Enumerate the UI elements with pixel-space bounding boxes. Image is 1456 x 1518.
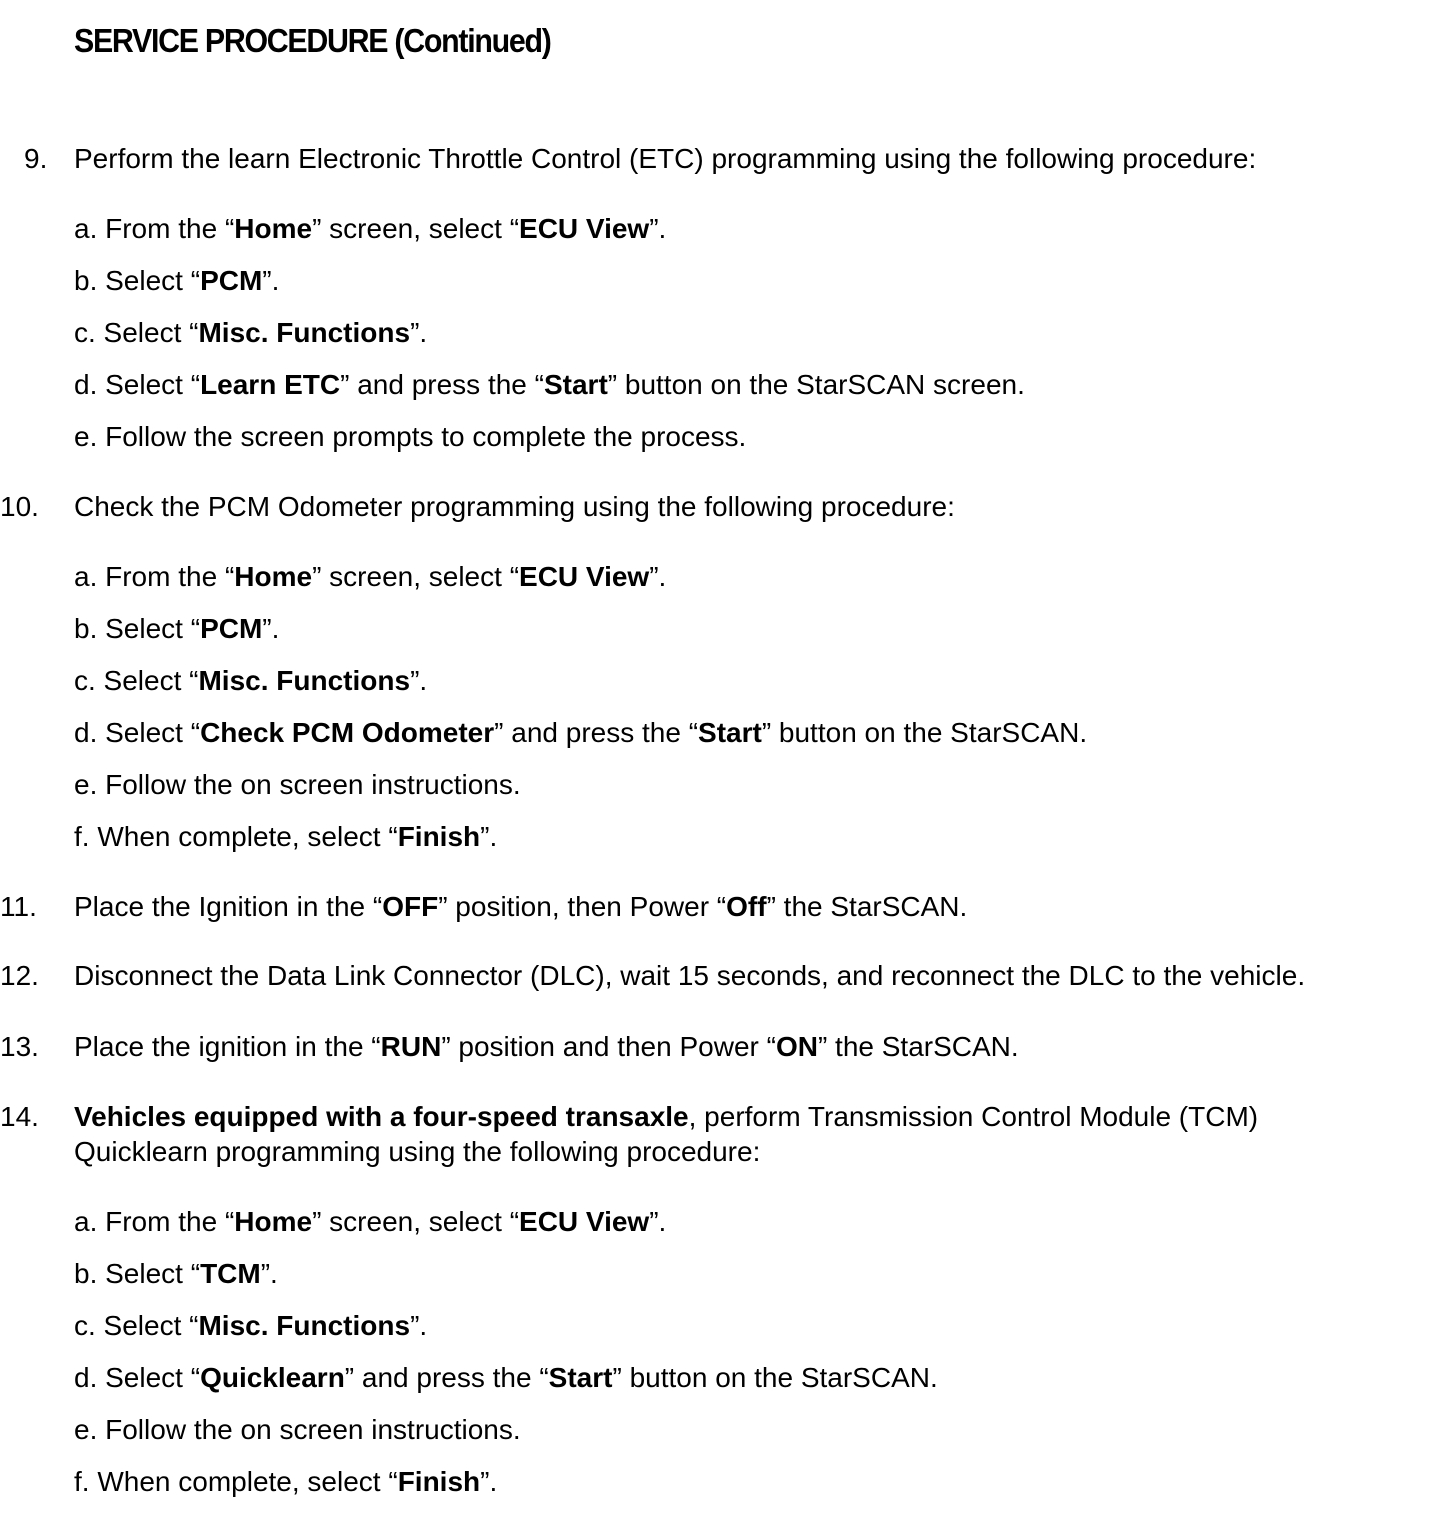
substep — [74, 212, 666, 246]
substep — [74, 1205, 666, 1239]
emphasized-term: Start — [548, 1362, 613, 1393]
text-segment: ”. — [649, 1206, 667, 1237]
text-segment: ”. — [262, 265, 280, 296]
emphasized-term: Start — [698, 717, 762, 748]
substep — [74, 1257, 278, 1291]
text-segment: c. Select “ — [74, 665, 199, 696]
step-text — [74, 1099, 1258, 1135]
text-segment: ” and press the “ — [340, 369, 544, 400]
text-segment: Disconnect the Data Link Connector (DLC), wait 15 seconds, and reconnect the DLC to the vehicle. — [74, 960, 1306, 991]
text-segment: ” screen, select “ — [312, 1206, 520, 1237]
text-segment: c. Select “ — [74, 1310, 199, 1341]
emphasized-term: Check PCM Odometer — [200, 717, 495, 748]
text-segment: Perform the learn Electronic Throttle Control (ETC) programming using the following procedure: — [74, 143, 1257, 174]
text-segment: , perform Transmission Control Module (TCM) — [688, 1101, 1259, 1132]
emphasized-term: PCM — [200, 613, 263, 644]
substep — [74, 1361, 938, 1395]
emphasized-term: Home — [234, 213, 313, 244]
text-segment: e. Follow the on screen instructions. — [74, 769, 521, 800]
text-segment: ” and press the “ — [494, 717, 699, 748]
text-segment: Place the ignition in the “ — [74, 1031, 381, 1062]
text-segment: b. Select “ — [74, 1258, 201, 1289]
step-text — [74, 489, 955, 525]
text-segment: d. Select “ — [74, 369, 201, 400]
text-segment: d. Select “ — [74, 1362, 201, 1393]
text-segment: ”. — [480, 1466, 498, 1497]
emphasized-term: Home — [234, 1206, 313, 1237]
emphasized-term: ON — [775, 1031, 818, 1062]
emphasized-term: Finish — [397, 821, 481, 852]
emphasized-term: Misc. Functions — [198, 1310, 411, 1341]
text-segment: ” the StarSCAN. — [817, 1031, 1019, 1062]
emphasized-term: Misc. Functions — [198, 665, 411, 696]
text-segment: ”. — [649, 561, 667, 592]
emphasized-term: Quicklearn — [200, 1362, 345, 1393]
substep — [74, 820, 497, 854]
emphasized-term: Start — [543, 369, 608, 400]
text-segment: ” button on the StarSCAN. — [612, 1362, 938, 1393]
emphasized-term: ECU View — [519, 561, 650, 592]
emphasized-term: Vehicles equipped with a four-speed transaxle — [74, 1101, 689, 1132]
text-segment: ”. — [480, 821, 498, 852]
substep — [74, 1465, 497, 1499]
text-segment: c. Select “ — [74, 317, 199, 348]
text-segment: ” and press the “ — [344, 1362, 549, 1393]
emphasized-term: OFF — [382, 891, 439, 922]
text-segment: ” position, then Power “ — [438, 891, 727, 922]
substep — [74, 368, 1025, 402]
emphasized-term: RUN — [380, 1031, 442, 1062]
step-text — [74, 1029, 1019, 1065]
step-text — [74, 958, 1305, 994]
text-segment: b. Select “ — [74, 613, 201, 644]
text-segment: ” button on the StarSCAN. — [761, 717, 1088, 748]
text-segment: ”. — [260, 1258, 278, 1289]
emphasized-term: Misc. Functions — [198, 317, 411, 348]
step-number: 12. — [0, 960, 39, 991]
text-segment: ” the StarSCAN. — [766, 891, 968, 922]
text-segment: a. From the “ — [74, 1206, 235, 1237]
text-segment: Place the Ignition in the “ — [74, 891, 383, 922]
page-heading: SERVICE PROCEDURE (Continued) — [74, 22, 551, 59]
emphasized-term: Finish — [397, 1466, 481, 1497]
step-text — [74, 141, 1256, 177]
substep — [74, 264, 279, 298]
text-segment: f. When complete, select “ — [74, 1466, 398, 1497]
step-number: 9. — [24, 143, 48, 174]
emphasized-term: Learn ETC — [200, 369, 341, 400]
text-segment: a. From the “ — [74, 561, 235, 592]
text-segment: ”. — [410, 665, 428, 696]
text-segment: f. When complete, select “ — [74, 821, 398, 852]
step-number: 13. — [0, 1031, 39, 1062]
text-segment: ” position and then Power “ — [441, 1031, 776, 1062]
text-segment: d. Select “ — [74, 717, 201, 748]
text-segment: a. From the “ — [74, 213, 235, 244]
step-number: 10. — [0, 491, 39, 522]
step-number: 11. — [0, 891, 37, 922]
text-segment: ” screen, select “ — [312, 561, 520, 592]
text-segment: e. Follow the on screen instructions. — [74, 1414, 521, 1445]
text-segment: b. Select “ — [74, 265, 201, 296]
text-segment: Check the PCM Odometer programming using the following procedure: — [74, 491, 955, 522]
emphasized-term: TCM — [200, 1258, 261, 1289]
emphasized-term: Off — [726, 891, 767, 922]
text-segment: ”. — [262, 613, 280, 644]
step-text — [74, 889, 967, 925]
text-segment: ”. — [410, 317, 428, 348]
substep — [74, 664, 427, 698]
substep — [74, 1309, 427, 1343]
text-segment: ”. — [649, 213, 667, 244]
step-number: 14. — [0, 1101, 39, 1132]
text-segment: ” screen, select “ — [312, 213, 520, 244]
step-text-continued: Quicklearn programming using the following procedure: — [74, 1136, 761, 1167]
emphasized-term: ECU View — [519, 1206, 650, 1237]
emphasized-term: ECU View — [519, 213, 650, 244]
substep — [74, 1413, 521, 1447]
substep — [74, 316, 427, 350]
text-segment: e. Follow the screen prompts to complete the process. — [74, 421, 747, 452]
substep — [74, 560, 666, 594]
substep — [74, 716, 1087, 750]
text-segment: ”. — [410, 1310, 428, 1341]
substep — [74, 420, 746, 454]
substep — [74, 612, 279, 646]
emphasized-term: Home — [234, 561, 313, 592]
emphasized-term: PCM — [200, 265, 263, 296]
substep — [74, 768, 521, 802]
text-segment: ” button on the StarSCAN screen. — [607, 369, 1025, 400]
